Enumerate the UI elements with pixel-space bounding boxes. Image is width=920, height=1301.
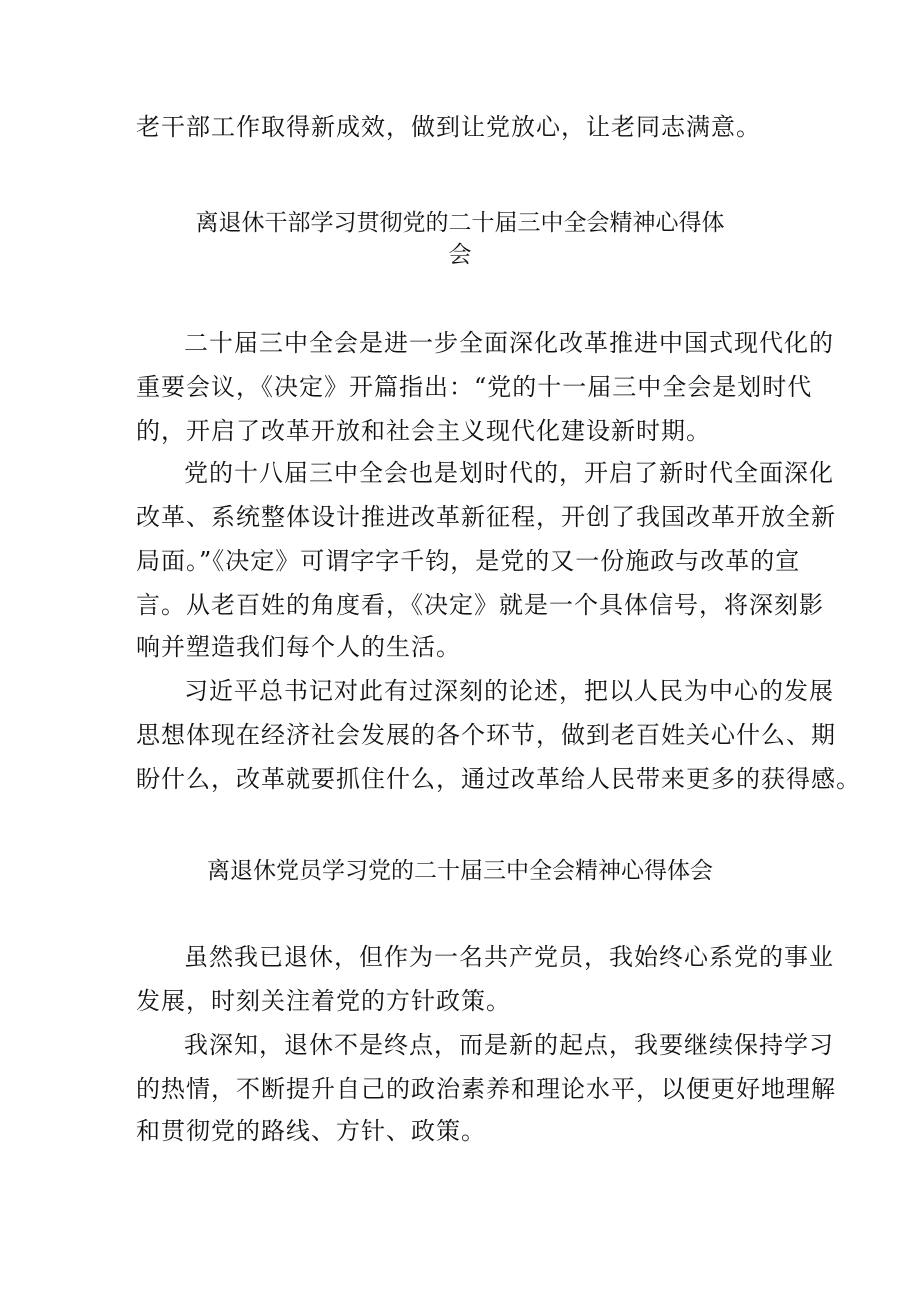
body-text-line: 的，开启了改革开放和社会主义现代化建设新时期。 xyxy=(136,417,711,445)
body-text-line: 响并塑造我们每个人的生活。 xyxy=(136,633,461,661)
body-text-line: 党的十八届三中全会也是划时代的，开启了新时代全面深化 xyxy=(184,459,834,487)
body-text-line: 改革、系统整体设计推进改革新征程，开创了我国改革开放全新 xyxy=(136,503,836,531)
section-heading: 离退休干部学习贯彻党的二十届三中全会精神心得体 xyxy=(195,210,725,236)
body-text-line: 我深知，退休不是终点，而是新的起点，我要继续保持学习 xyxy=(184,1031,834,1059)
body-text-line: 重要会议，《决定》开篇指出：“党的十一届三中全会是划时代 xyxy=(136,373,813,401)
body-text-line: 言。从老百姓的角度看，《决定》就是一个具体信号，将深刻影 xyxy=(136,591,824,619)
body-text-line: 思想体现在经济社会发展的各个环节，做到老百姓关心什么、期 xyxy=(136,721,836,749)
body-text-line: 盼什么，改革就要抓住什么，通过改革给人民带来更多的获得感。 xyxy=(136,765,861,793)
body-text-line: 习近平总书记对此有过深刻的论述，把以人民为中心的发展 xyxy=(184,677,834,705)
body-text-line: 二十届三中全会是进一步全面深化改革推进中国式现代化的 xyxy=(184,329,834,357)
body-text-line: 老干部工作取得新成效，做到让党放心，让老同志满意。 xyxy=(136,113,761,141)
body-text-line: 和贯彻党的路线、方针、政策。 xyxy=(136,1117,486,1145)
body-text-line: 虽然我已退休，但作为一名共产党员，我始终心系党的事业 xyxy=(184,943,834,971)
body-text-line: 局面。”《决定》可谓字字千钧，是党的又一份施政与改革的宣 xyxy=(136,547,801,575)
body-text-line: 的热情，不断提升自己的政治素养和理论水平，以便更好地理解 xyxy=(136,1075,836,1103)
section-heading: 离退休党员学习党的二十届三中全会精神心得体会 xyxy=(207,858,713,884)
section-heading-continuation: 会 xyxy=(448,242,472,268)
body-text-line: 发展，时刻关注着党的方针政策。 xyxy=(136,987,511,1015)
